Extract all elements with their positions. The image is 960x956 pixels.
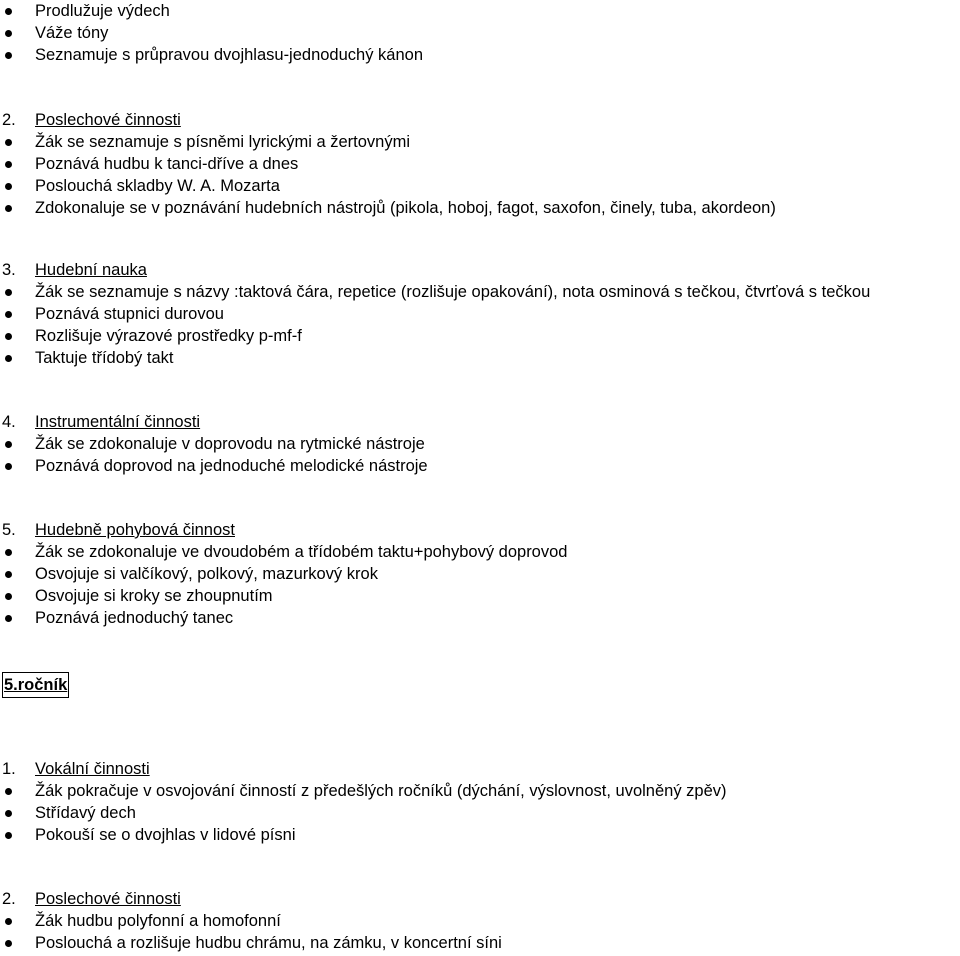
list-item-text: Rozlišuje výrazové prostředky p-mf-f [35,327,302,345]
list-item-text: Střídavý dech [35,804,136,822]
list-item-text: Poznává stupnici durovou [35,305,224,323]
bullet-icon [5,940,12,947]
bullet-icon [5,8,12,15]
bullet-icon [5,52,12,59]
list-item-text: Žák se zdokonaluje v doprovodu na rytmické nástroje [35,435,425,453]
bullet-icon [5,30,12,37]
list-item-text: Prodlužuje výdech [35,2,170,20]
bullet-icon [5,788,12,795]
bullet-icon [5,311,12,318]
bullet-icon [5,593,12,600]
section-number: 1. [2,760,16,778]
list-item-text: Žák se seznamuje s písněmi lyrickými a žertovnými [35,133,411,151]
list-item-text: Seznamuje s průpravou dvojhlasu-jednoduchý kánon [35,46,423,64]
section-number: 4. [2,413,16,431]
bullet-icon [5,205,12,212]
list-item-text: Poznává jednoduchý tanec [35,609,234,627]
bullet-icon [5,161,12,168]
list-item-text: Žák hudbu polyfonní a homofonní [35,912,281,930]
section-number: 2. [2,890,16,908]
section-number: 2. [2,111,16,129]
bullet-icon [5,810,12,817]
list-item-text: Osvojuje si valčíkový, polkový, mazurkový krok [35,565,378,583]
bullet-icon [5,463,12,470]
section-number: 3. [2,261,16,279]
bullet-icon [5,355,12,362]
bullet-icon [5,139,12,146]
bullet-icon [5,183,12,190]
section-title: Instrumentální činnosti [35,413,201,431]
bullet-icon [5,441,12,448]
section-title: Hudební nauka [35,261,147,279]
list-item-text: Pokouší se o dvojhlas v lidové písni [35,826,296,844]
list-item-text: Žák pokračuje v osvojování činností z předešlých ročníků (dýchání, výslovnost, uvolněný zpěv) [35,782,727,800]
bullet-icon [5,832,12,839]
list-item-text: Žák se seznamuje s názvy :taktová čára, repetice (rozlišuje opakování), nota osminová s tečkou, čtvrťová s tečkou [35,283,871,301]
bullet-icon [5,549,12,556]
list-item-text: Zdokonaluje se v poznávání hudebních nástrojů (pikola, hoboj, fagot, saxofon, činely, tuba, akordeon) [35,199,776,217]
list-item-text: Taktuje třídobý takt [35,349,174,367]
list-item-text: Poslouchá a rozlišuje hudbu chrámu, na zámku, v koncertní síni [35,934,502,952]
section-number: 5. [2,521,16,539]
bullet-icon [5,289,12,296]
list-item-text: Poznává hudbu k tanci-dříve a dnes [35,155,299,173]
bullet-icon [5,571,12,578]
list-item-text: Poznává doprovod na jednoduché melodické nástroje [35,457,428,475]
bullet-icon [5,333,12,340]
section-title: Poslechové činnosti [35,111,181,129]
section-title: Vokální činnosti [35,760,150,778]
list-item-text: Osvojuje si kroky se zhoupnutím [35,587,273,605]
grade-heading: 5.ročník [2,672,69,698]
list-item-text: Žák se zdokonaluje ve dvoudobém a třídobém taktu+pohybový doprovod [35,543,568,561]
list-item-text: Váže tóny [35,24,109,42]
section-title: Poslechové činnosti [35,890,181,908]
bullet-icon [5,615,12,622]
list-item-text: Poslouchá skladby W. A. Mozarta [35,177,280,195]
section-title: Hudebně pohybová činnost [35,521,235,539]
bullet-icon [5,918,12,925]
